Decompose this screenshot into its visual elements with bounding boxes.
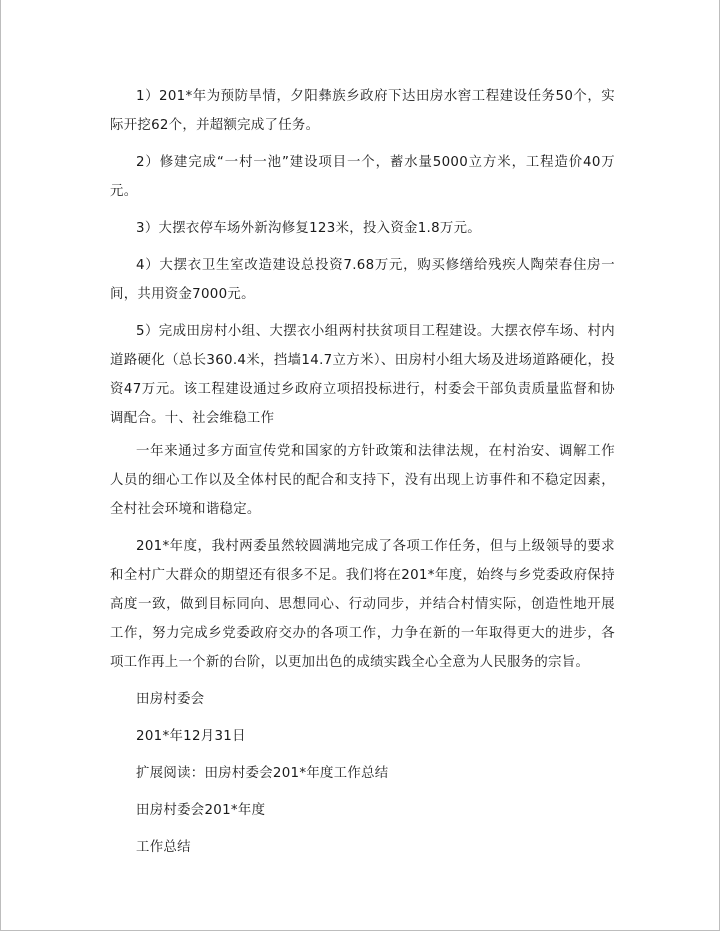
second-doc-title: 田房村委会201*年度 <box>136 803 266 818</box>
paragraph-stability: 一年来通过多方面宣传党和国家的方针政策和法律法规，在村治安、调解工作人员的细心工作以及全体村民的配合和支持下，没有出现上访事件和不稳定因素，全村社会环境和谐稳定。 <box>110 444 615 517</box>
signature: 田房村委会 <box>136 692 205 707</box>
extended-reading-link: 扩展阅读：田房村委会201*年度工作总结 <box>136 766 389 781</box>
document-body <box>110 82 615 862</box>
paragraph-item-5: 5）完成田房村小组、大摆衣小组两村扶贫项目工程建设。大摆衣停车场、村内道路硬化（总长360.4米，挡墙14.7立方米）、田房村小组大场及进场道路硬化，投资47万元。该工程建设通过乡政府立项招投标进行，村委会干部负责质量监督和协调配合。十、社会维稳工作 <box>110 324 615 426</box>
paragraph-item-3: 3）大摆衣停车场外新沟修复123米，投入资金1.8万元。 <box>136 221 481 236</box>
second-doc-subtitle: 工作总结 <box>136 840 191 855</box>
date: 201*年12月31日 <box>136 729 246 744</box>
paragraph-item-2: 2）修建完成“一村一池”建设项目一个，蓄水量5000立方米，工程造价40万元。 <box>110 155 615 199</box>
paragraph-summary: 201*年度，我村两委虽然较圆满地完成了各项工作任务，但与上级领导的要求和全村广大群众的期望还有很多不足。我们将在201*年度，始终与乡党委政府保持高度一致，做到目标同向、思想同心、行动同步，并结合村情实际，创造性地开展工作，努力完成乡党委政府交办的各项工作，力争在新的一年取得更大的进步，各项工作再上一个新的台阶，以更加出色的成绩实践全心全意为人民服务的宗旨。 <box>110 539 615 670</box>
paragraph-item-1: 1）201*年为预防旱情，夕阳彝族乡政府下达田房水窖工程建设任务50个，实际开挖62个，并超额完成了任务。 <box>110 89 615 133</box>
paragraph-item-4: 4）大摆衣卫生室改造建设总投资7.68万元，购买修缮给残疾人陶荣春住房一间，共用资金7000元。 <box>110 258 615 302</box>
